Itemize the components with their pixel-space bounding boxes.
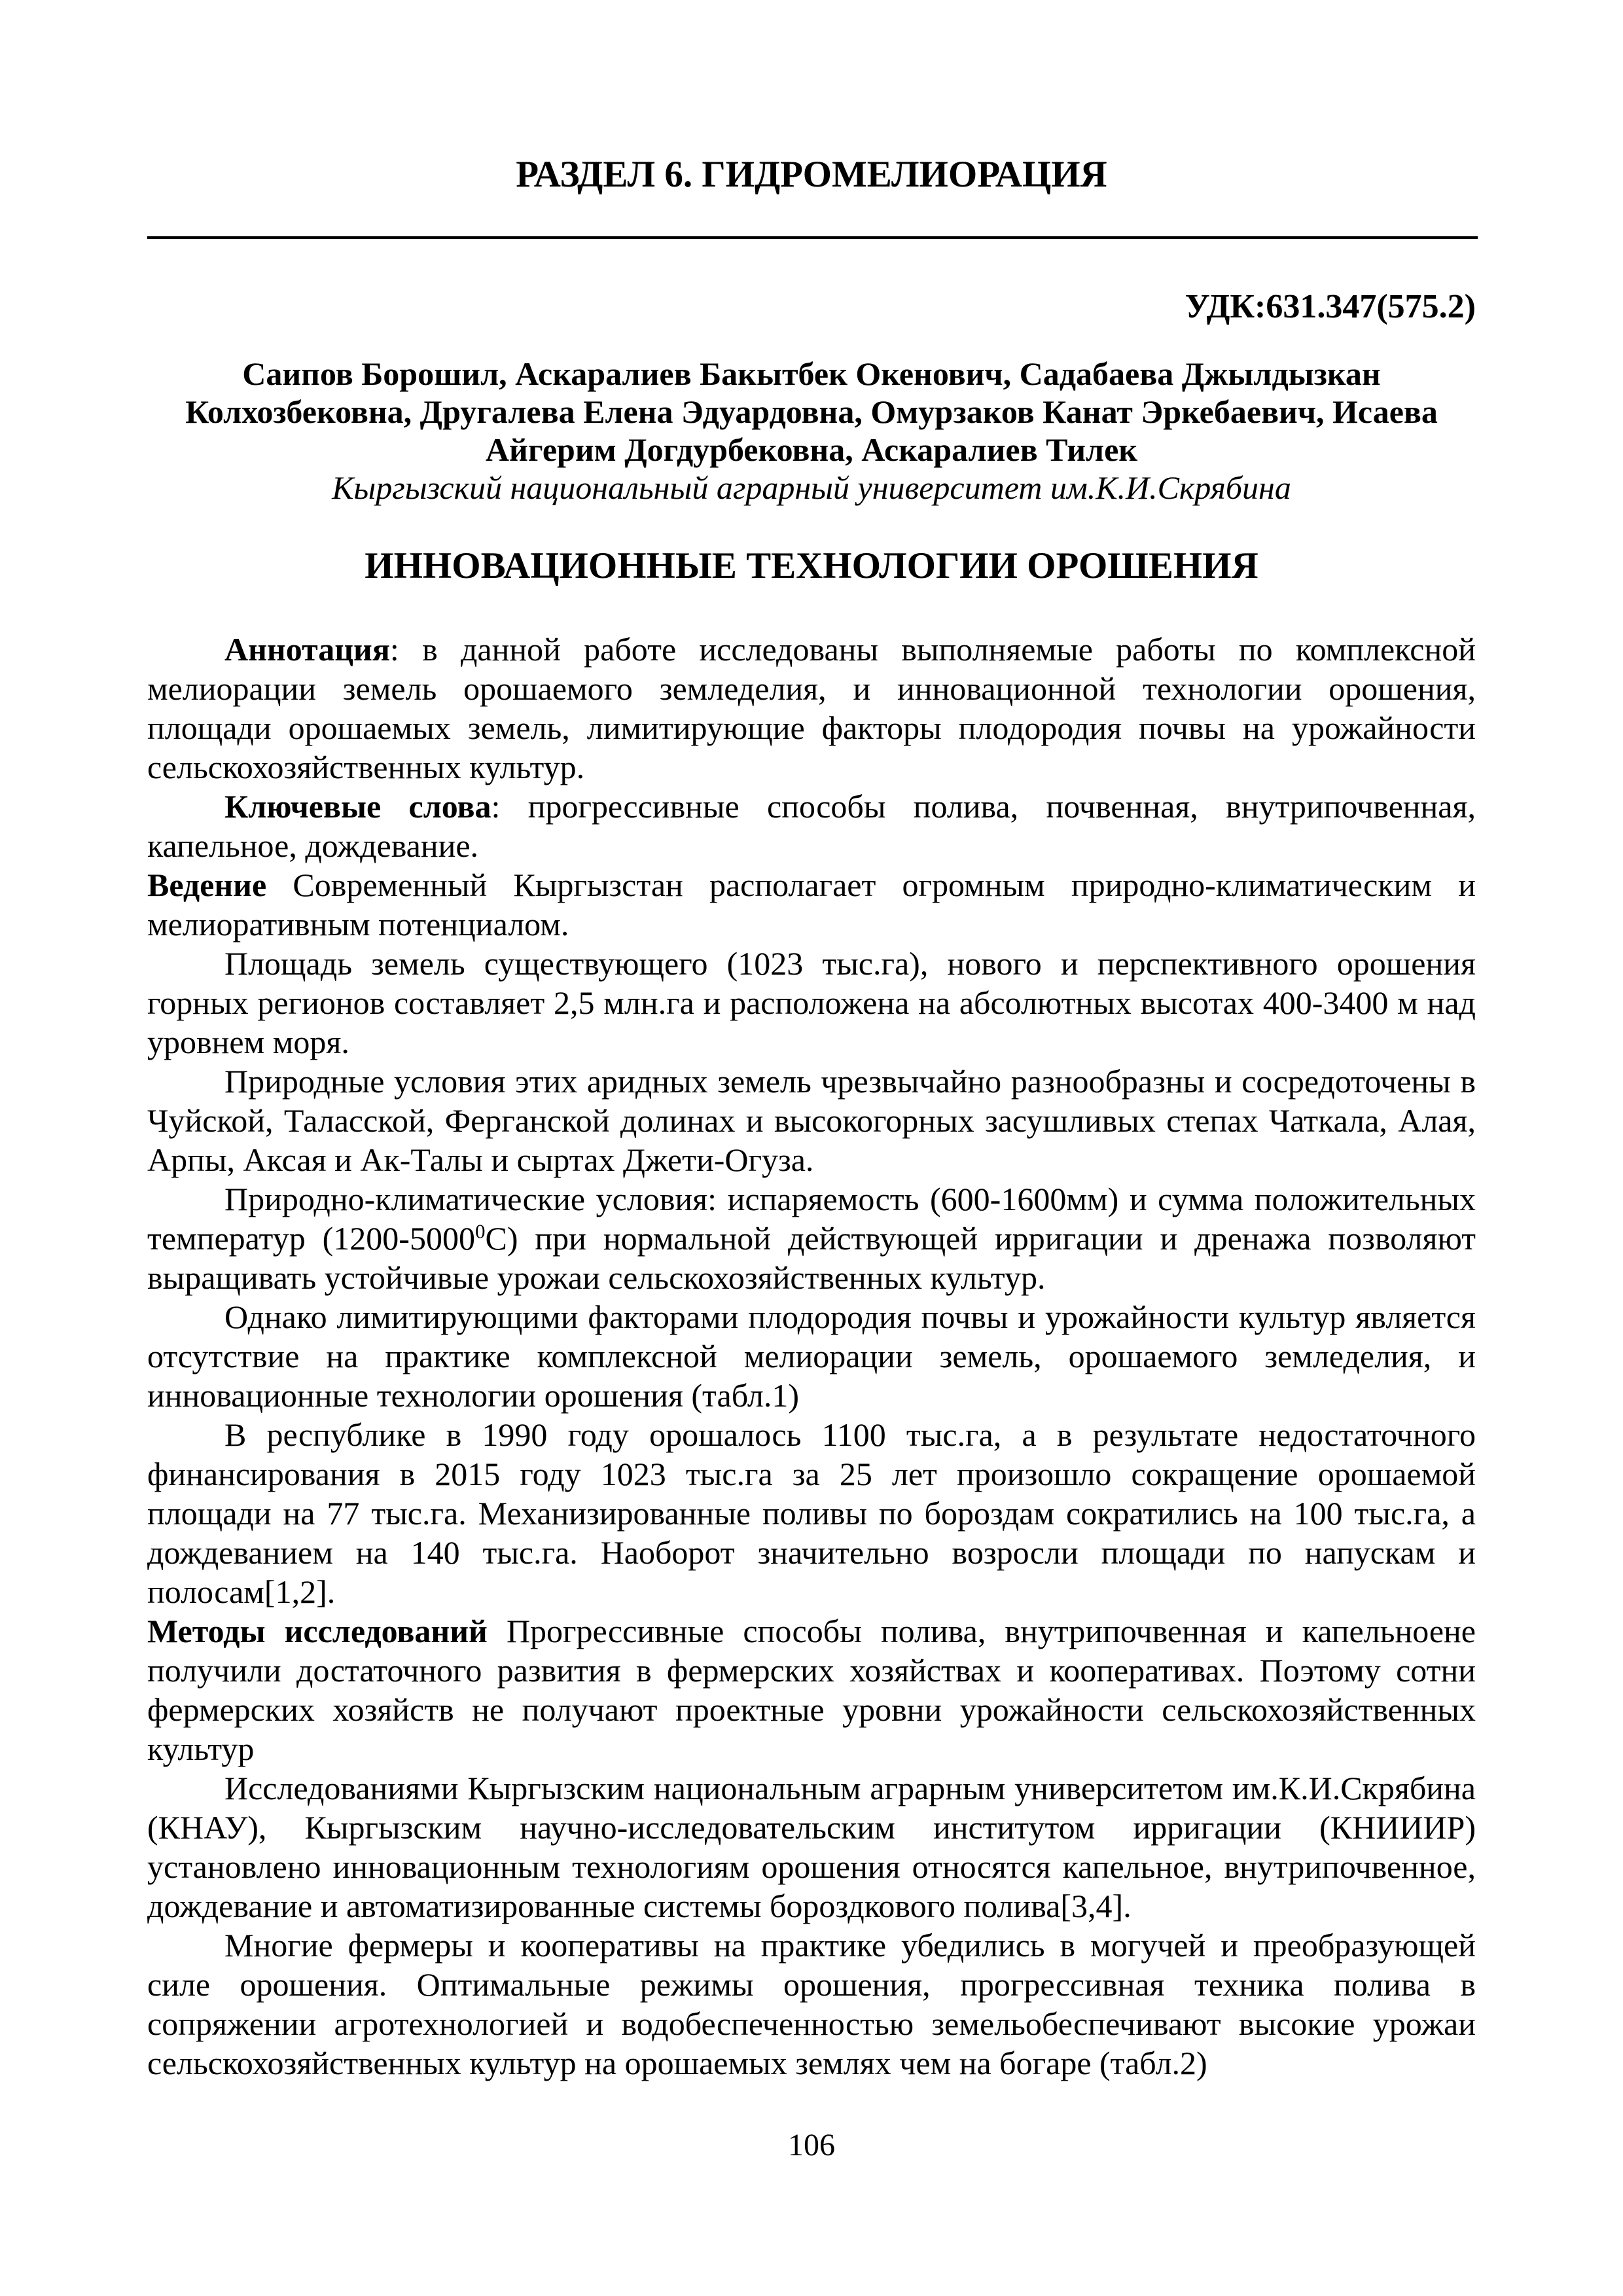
paragraph [147, 1297, 1476, 1415]
text-run: Многие фермеры и кооперативы на практике убедились в могучей и преобразующей силе орошения. Оптимальные режимы орошения, прогрессивная техника полива в сопряжении агротехнологией и водобеспеченностью земельобеспечивают высокие урожаи сельскохозяйственных культур на орошаемых землях чем на богаре (табл.2) [147, 1927, 1476, 2081]
text-run: Площадь земель существующего (1023 тыс.га), нового и перспективного орошения горных регионов составляет 2,5 млн.га и расположена на абсолютных высотах 400-3400 м над уровнем моря. [147, 945, 1476, 1060]
bold-lead: Ключевые слова [224, 788, 491, 825]
text-run: : в данной работе исследованы выполняемые работы по комплексной мелиорации земель орошаемого земледелия, и инновационной технологии орошения, площади орошаемых земель, лимитирующие факторы плодородия почвы на урожайности сельскохозяйственных культур. [147, 631, 1476, 785]
text-run: С) при нормальной действующей ирригации и дренажа позволяют выращивать устойчивые урожаи сельскохозяйственных культур. [147, 1220, 1476, 1296]
text-run: Прогрессивные способы полива, внутрипочвенная и капельноене получили достаточного развития в фермерских хозяйствах и кооперативах. Поэтому сотни фермерских хозяйств не получают проектные уровни урожайности сельскохозяйственных культур [147, 1613, 1476, 1767]
article-body [147, 630, 1476, 2083]
paragraph [147, 1611, 1476, 1768]
text-run: Однако лимитирующими факторами плодородия почвы и урожайности культур является отсутствие на практике комплексной мелиорации земель, орошаемого земледелия, и инновационные технологии орошения (табл.1) [147, 1299, 1476, 1414]
paragraph [147, 787, 1476, 865]
paragraph [147, 944, 1476, 1062]
header-rule [147, 236, 1478, 239]
paragraph [147, 1415, 1476, 1611]
page-number: 106 [788, 2128, 835, 2162]
paragraph [147, 1062, 1476, 1179]
text-run: Исследованиями Кыргызским национальным аграрным университетом им.К.И.Скрябина (КНАУ), Кыргызским научно-исследовательским институтом ирригации (КНИИИР) установлено инновационным технологиям орошения относятся капельное, внутрипочвенное, дождевание и автоматизированные системы бороздкового полива[3,4]. [147, 1770, 1476, 1924]
udc-code: УДК:631.347(575.2) [1185, 288, 1476, 325]
text-run: Природные условия этих аридных земель чрезвычайно разнообразны и сосредоточены в Чуйской, Таласской, Ферганской долинах и высокогорных засушливых степах Чаткала, Алая, Арпы, Аксая и Ак-Талы и сыртах Джети-Огуза. [147, 1063, 1476, 1178]
bold-lead: Аннотация [224, 631, 390, 668]
text-run: Природно-климатические условия: испаряемость (600-1600мм) и сумма положительных температур (1200-5000 [147, 1181, 1476, 1257]
text-run: Современный Кыргызстан располагает огромным природно-климатическим и мелиоративным потенциалом. [147, 867, 1476, 942]
paragraph [147, 630, 1476, 787]
section-header: РАЗДЕЛ 6. ГИДРОМЕЛИОРАЦИЯ [516, 154, 1107, 195]
text-run: В республике в 1990 году орошалось 1100 тыс.га, а в результате недостаточного финансирования в 2015 году 1023 тыс.га за 25 лет произошло сокращение орошаемой площади на 77 тыс.га. Механизированные поливы по бороздам сократились на 100 тыс.га, а дождеванием на 140 тыс.га. Наоборот значительно возросли площади по напускам и полосам[1,2]. [147, 1416, 1476, 1610]
bold-lead: Методы исследований [147, 1613, 488, 1649]
paragraph [147, 865, 1476, 944]
affiliation: Кыргызский национальный аграрный университет им.К.И.Скрябина [332, 469, 1291, 506]
paragraph [147, 1926, 1476, 2083]
paragraph [147, 1179, 1476, 1297]
authors: Саипов Борошил, Аскаралиев Бакытбек Окенович, Садабаева Джылдызкан Колхозбековна, Другалева Елена Эдуардовна, Омурзаков Канат Эркебаевич, Исаева Айгерим Догдурбековна, Аскаралиев Тилек [185, 355, 1438, 468]
superscript: 0 [474, 1219, 486, 1243]
text-run: : прогрессивные способы полива, почвенная, внутрипочвенная, капельное, дождевание. [147, 788, 1476, 864]
bold-lead: Ведение [147, 867, 267, 903]
article-title: ИННОВАЦИОННЫЕ ТЕХНОЛОГИИ ОРОШЕНИЯ [365, 545, 1258, 586]
paragraph [147, 1768, 1476, 1926]
